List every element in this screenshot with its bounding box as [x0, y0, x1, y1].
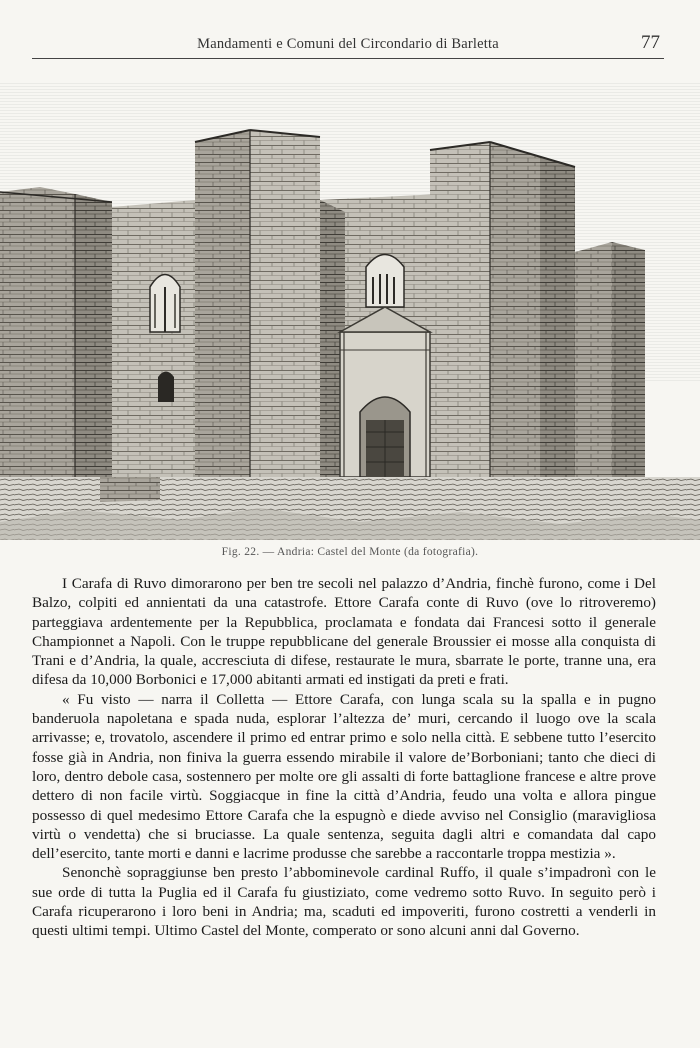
figure-caption: Fig. 22. — Andria: Castel del Monte (da fotografia). [221, 546, 479, 558]
page-number: 77 [641, 32, 660, 53]
paragraph: « Fu visto — narra il Colletta — Ettore Carafa, con lunga scala su la spalla e in pugno banderuola napoletana e spada nuda, esplorar l’altezza de’ muri, cercando il luogo ove la scala arrivasse; e, trovatolo, ascendere il primo ed entrar primo e solo nella città. E sebbene tutto l’esercito fosse già in Andria, non finiva la guerra essendo mirabile il valore de’Borboniani; tanto che dieci di loro, dentro debole casa, sostennero per molte ore gli assalti di forte battaglione francese e altre prove dettero di non facile virtù. Soggiacque in fine la città d’Andria, feudo una volta e allora pingue possesso di quel medesimo Ettore Carafa che la espugnò e diede avviso nel Consiglio (maravigliosa virtù o vendetta) che si bruciasse. La quale sentenza, seguita dagli altri e comandata dal capo dell’esercito, tante morti e danni e lacrime produsse che sarebbe a raccontarle troppa mestizia ». [32, 690, 656, 863]
body-text [32, 574, 656, 941]
paragraph: I Carafa di Ruvo dimorarono per ben tre secoli nel palazzo d’Andria, finchè furono, come i Del Balzo, colpiti ed annientati da una catastrofe. Ettore Carafa conte di Ruvo (ove lo ritroveremo) parteggiava ardentemente per la Repubblica, proclamata e fondata dai Francesi sotto il generale Championnet a Napoli. Con le truppe repubblicane del generale Broussier ei mosse alla conquista di Trani e d’Andria, la quale, accresciuta di difese, restaurate le mura, sbarrate le porte, tranne una, era difesa da 10,000 Borbonici e 17,000 abitanti armati ed instigati da preti e frati. [32, 575, 656, 689]
paragraph: Senonchè sopraggiunse ben presto l’abbominevole cardinal Ruffo, il quale s’impadronì con le sue orde di tutta la Puglia ed il Carafa fu giustiziato, come vedremo sotto Ruvo. In seguito però i Carafa ricuperarono i loro beni in Andria; ma, scaduti ed impoveriti, furono costretti a venderli in questi ultimi tempi. Ultimo Castel del Monte, comperato or sono alcuni anni dal Governo. [32, 864, 656, 940]
page-header [32, 30, 664, 59]
castle-illustration [0, 82, 700, 540]
running-title: Mandamenti e Comuni del Circondario di Barletta [197, 36, 499, 52]
